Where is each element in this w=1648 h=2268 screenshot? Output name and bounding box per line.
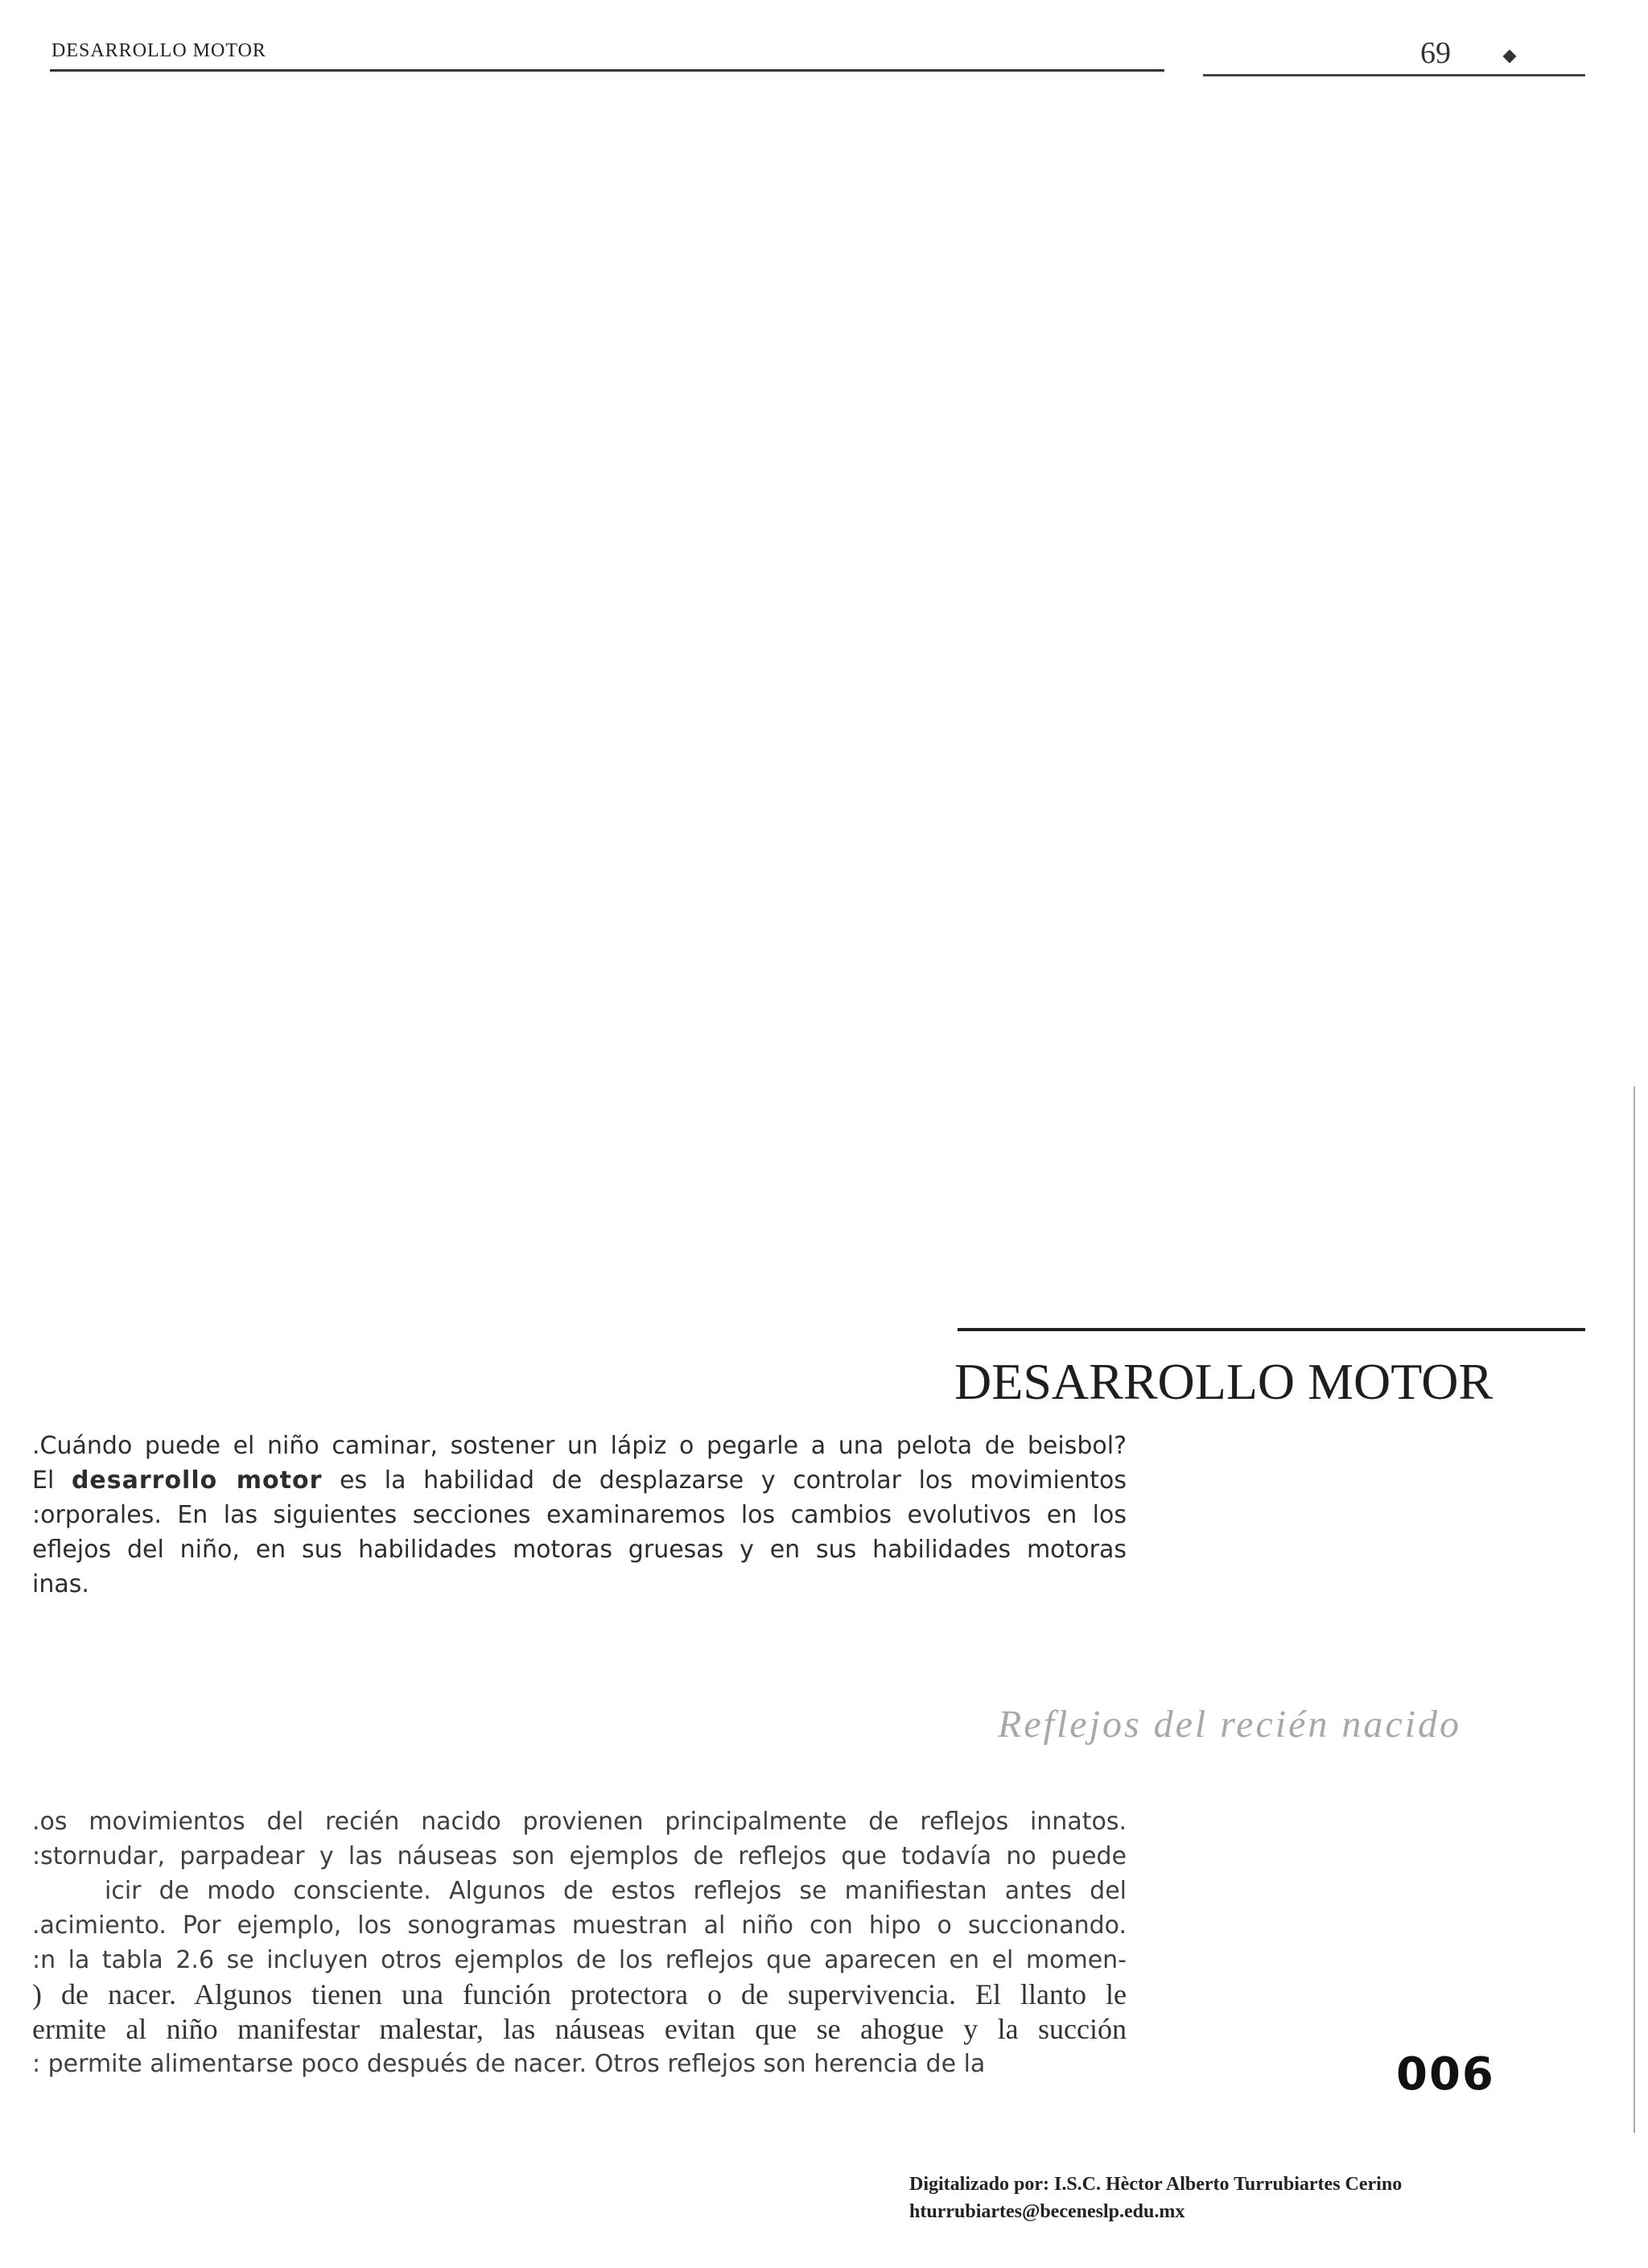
- diamond-icon: [1503, 50, 1517, 64]
- page-number: 69: [1420, 36, 1451, 70]
- paragraph-line: inas.: [32, 1570, 89, 1598]
- subsection-title: Reflejos del recién nacido: [998, 1703, 1462, 1746]
- key-term: desarrollo motor: [71, 1466, 323, 1495]
- paragraph-fragment: es la habilidad de desplazarse y controlar los movimientos: [340, 1466, 1127, 1495]
- paragraph-line: : permite alimentarse poco después de nacer. Otros reflejos son herencia de la: [32, 2050, 986, 2078]
- paragraph-line: :orporales. En las siguientes secciones examinaremos los cambios evolutivos en los: [32, 1501, 1127, 1529]
- paragraph-line: [32, 1463, 1127, 1498]
- paragraph-line: .acimiento. Por ejemplo, los sonogramas muestran al niño con hipo o succionando.: [32, 1911, 1127, 1940]
- digitization-credit: [909, 2171, 1402, 2225]
- credit-line: Digitalizado por: I.S.C. Hèctor Alberto Turrubiartes Cerino: [909, 2174, 1403, 2195]
- reflexes-paragraph: [32, 1804, 1127, 2081]
- paragraph-line: ) de nacer. Algunos tienen una función protectora o de supervivencia. El llanto le: [32, 1978, 1127, 2010]
- section-title: DESARROLLO MOTOR: [954, 1353, 1494, 1410]
- header-rule: [50, 69, 1164, 72]
- paragraph-line: ermite al niño manifestar malestar, las náuseas evitan que se ahogue y la succión: [32, 2013, 1127, 2045]
- running-header: DESARROLLO MOTOR: [52, 40, 266, 61]
- stamp-number: 006: [1396, 2048, 1495, 2101]
- intro-paragraph: [32, 1429, 1127, 1602]
- paragraph-line: eflejos del niño, en sus habilidades motoras gruesas y en sus habilidades motoras: [32, 1536, 1127, 1564]
- credit-email: hturrubiartes@beceneslp.edu.mx: [909, 2201, 1185, 2222]
- paragraph-line: .os movimientos del recién nacido provienen principalmente de reflejos innatos.: [32, 1808, 1127, 1836]
- section-rule: [958, 1328, 1585, 1331]
- paragraph-fragment: El: [32, 1466, 55, 1495]
- paragraph-line: .Cuándo puede el niño caminar, sostener un lápiz o pegarle a una pelota de beisbol?: [32, 1432, 1127, 1460]
- paragraph-line: icir de modo consciente. Algunos de estos reflejos se manifiestan antes del: [105, 1877, 1127, 1905]
- header-rule-right: [1203, 74, 1585, 76]
- paragraph-line: :n la tabla 2.6 se incluyen otros ejemplos de los reflejos que aparecen en el momen-: [32, 1946, 1127, 1974]
- paragraph-line: :stornudar, parpadear y las náuseas son ejemplos de reflejos que todavía no puede: [32, 1842, 1127, 1870]
- scan-edge-line: [1634, 1087, 1635, 2133]
